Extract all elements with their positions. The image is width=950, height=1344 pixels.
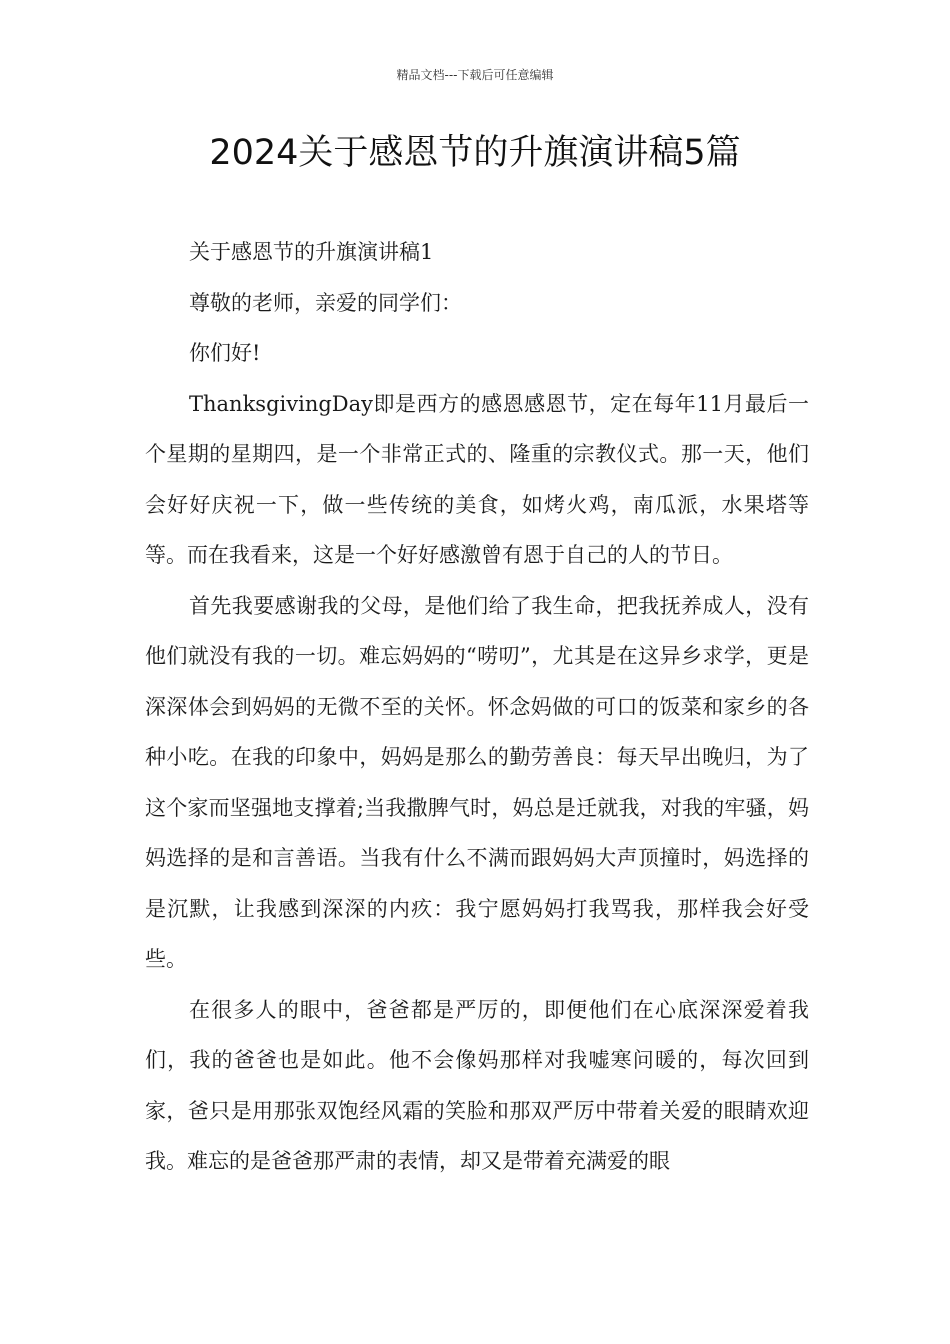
document-body	[145, 227, 809, 1187]
body-paragraph: 在很多人的眼中，爸爸都是严厉的，即便他们在心底深深爱着我们，我的爸爸也是如此。他不会像妈那样对我嘘寒问暖的，每次回到家，爸只是用那张双饱经风霜的笑脸和那双严厉中带着关爱的眼睛欢迎我。难忘的是爸爸那严肃的表情，却又是带着充满爱的眼	[145, 997, 809, 1173]
body-paragraph: ThanksgivingDay即是西方的感恩感恩节，定在每年11月最后一个星期的星期四，是一个非常正式的、隆重的宗教仪式。那一天，他们会好好庆祝一下，做一些传统的美食，如烤火鸡，南瓜派，水果塔等等。而在我看来，这是一个好好感激曾有恩于自己的人的节日。	[145, 391, 809, 567]
header-note: 精品文档---下载后可任意编辑	[396, 68, 554, 82]
body-paragraph: 首先我要感谢我的父母，是他们给了我生命，把我抚养成人，没有他们就没有我的一切。难忘妈妈的“唠叨”，尤其是在这异乡求学，更是深深体会到妈妈的无微不至的关怀。怀念妈做的可口的饭菜和家乡的各种小吃。在我的印象中，妈妈是那么的勤劳善良：每天早出晚归，为了这个家而坚强地支撑着;当我撒脾气时，妈总是迁就我，对我的牢骚，妈妈选择的是和言善语。当我有什么不满而跟妈妈大声顶撞时，妈选择的是沉默，让我感到深深的内疚：我宁愿妈妈打我骂我，那样我会好受些。	[145, 593, 809, 971]
document-title: 2024关于感恩节的升旗演讲稿5篇	[209, 133, 741, 173]
greeting: 你们好!	[189, 341, 261, 365]
section-heading: 关于感恩节的升旗演讲稿1	[189, 240, 434, 264]
salutation: 尊敬的老师，亲爱的同学们：	[189, 290, 462, 315]
